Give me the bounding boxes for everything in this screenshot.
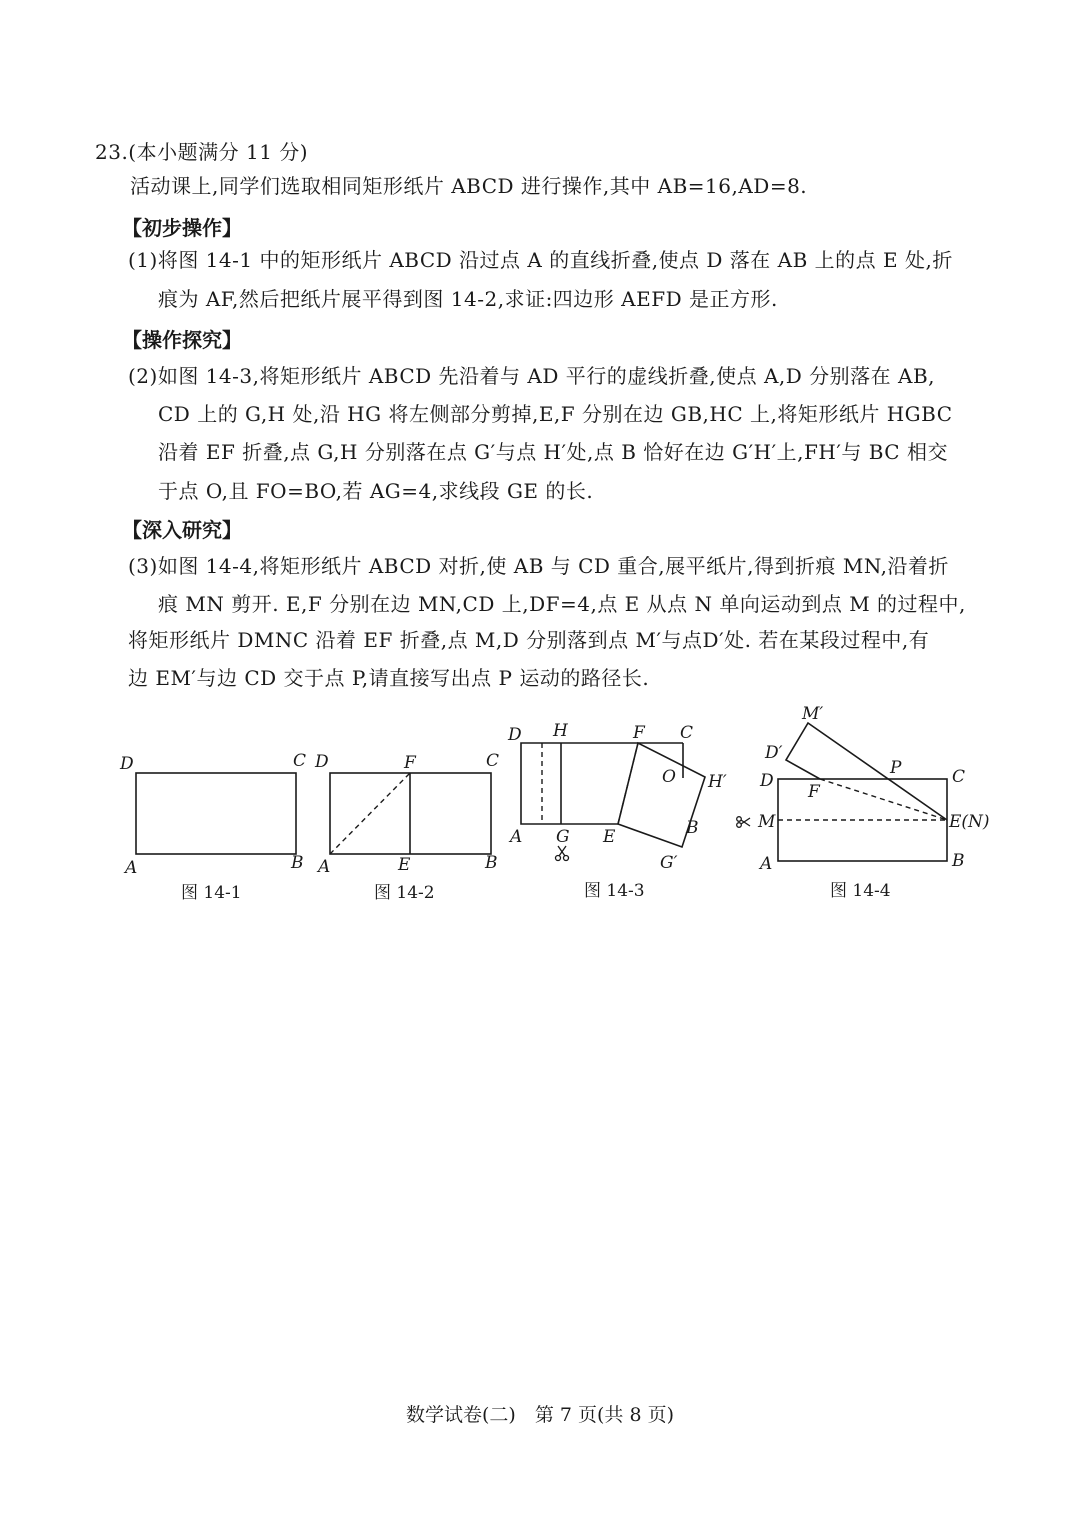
part2-line3: 沿着 EF 折叠,点 G,H 分别落在点 G′与点 H′处,点 B 恰好在边 G′H′上,FH′与 BC 相交 xyxy=(158,440,948,464)
fold-line-af xyxy=(330,773,410,854)
part2-line4: 于点 O,且 FO=BO,若 AG=4,求线段 GE 的长. xyxy=(158,479,594,503)
part3-line2: 痕 MN 剪开. E,F 分别在边 MN,CD 上,DF=4,点 E 从点 N 单向运动到点 M 的过程中, xyxy=(158,592,966,616)
label-g: G xyxy=(556,827,570,847)
part3-line4: 边 EM′与边 CD 交于点 P,请直接写出点 P 运动的路径长. xyxy=(128,666,650,690)
label-d: D xyxy=(760,771,774,791)
section-title-initial: 【初步操作】 xyxy=(122,216,242,240)
label-e-n: E(N) xyxy=(949,812,990,832)
label-e: E xyxy=(398,855,411,875)
figure-14-1-diagram xyxy=(115,700,315,900)
question-intro: 活动课上,同学们选取相同矩形纸片 ABCD 进行操作,其中 AB=16,AD=8. xyxy=(130,174,808,198)
section-title-research: 【深入研究】 xyxy=(122,518,242,542)
figure-14-3-caption: 图 14-3 xyxy=(584,881,645,901)
part2-line2: CD 上的 G,H 处,沿 HG 将左侧部分剪掉,E,F 分别在边 GB,HC 上,将矩形纸片 HGBC xyxy=(158,402,953,426)
rectangle-abcd xyxy=(136,773,296,854)
figure-14-3-diagram xyxy=(500,700,740,900)
part3-line3: 将矩形纸片 DMNC 沿着 EF 折叠,点 M,D 分别落到点 M′与点D′处. 若在某段过程中,有 xyxy=(128,628,930,652)
figure-14-4 xyxy=(730,700,1000,900)
figure-14-3 xyxy=(500,700,740,900)
label-f: F xyxy=(404,753,416,773)
label-a: A xyxy=(318,857,331,877)
label-m-prime: M′ xyxy=(802,704,824,724)
label-f: F xyxy=(808,782,820,802)
label-p: P xyxy=(890,758,902,778)
part1-line2: 痕为 AF,然后把纸片展平得到图 14-2,求证:四边形 AEFD 是正方形. xyxy=(158,287,778,311)
page-footer: 数学试卷(二) 第 7 页(共 8 页) xyxy=(406,1404,674,1426)
label-a: A xyxy=(125,858,138,878)
label-b: B xyxy=(952,851,965,871)
label-b: B xyxy=(686,818,699,838)
label-m: M xyxy=(758,812,776,832)
scissors-icon xyxy=(556,846,569,861)
label-o: O xyxy=(662,767,676,787)
label-d-prime: D′ xyxy=(765,743,783,763)
figure-14-1-caption: 图 14-1 xyxy=(181,883,242,903)
label-f: F xyxy=(633,723,645,743)
label-d: D xyxy=(120,754,134,774)
figure-14-2 xyxy=(310,700,510,903)
figure-14-4-caption: 图 14-4 xyxy=(830,881,891,901)
figure-14-1 xyxy=(115,700,315,903)
figure-14-2-caption: 图 14-2 xyxy=(374,883,435,903)
label-d: D xyxy=(508,725,522,745)
label-h: H xyxy=(553,721,568,741)
part1-line1: (1)将图 14-1 中的矩形纸片 ABCD 沿过点 A 的直线折叠,使点 D 落在 AB 上的点 E 处,折 xyxy=(128,248,953,272)
fold-line-ef xyxy=(820,779,947,820)
label-a: A xyxy=(510,827,523,847)
label-c: C xyxy=(680,723,694,743)
label-c: C xyxy=(952,767,966,787)
label-c: C xyxy=(486,751,500,771)
label-a: A xyxy=(760,854,773,874)
label-b: B xyxy=(485,853,498,873)
part2-line1: (2)如图 14-3,将矩形纸片 ABCD 先沿着与 AD 平行的虚线折叠,使点 A,D 分别落在 AB, xyxy=(128,364,935,388)
label-c: C xyxy=(293,751,307,771)
label-b: B xyxy=(291,853,304,873)
section-title-explore: 【操作探究】 xyxy=(122,328,242,352)
figure-14-2-diagram xyxy=(310,700,510,900)
label-e: E xyxy=(603,827,616,847)
part3-line1: (3)如图 14-4,将矩形纸片 ABCD 对折,使 AB 与 CD 重合,展平纸片,得到折痕 MN,沿着折 xyxy=(128,554,949,578)
label-h-prime: H′ xyxy=(708,772,727,792)
label-d: D xyxy=(315,752,329,772)
question-header: 23.(本小题满分 11 分) xyxy=(95,140,309,164)
scissors-icon xyxy=(737,817,750,828)
figure-14-4-diagram xyxy=(730,700,1000,900)
label-g-prime: G′ xyxy=(660,853,678,873)
folded-piece xyxy=(786,723,947,820)
